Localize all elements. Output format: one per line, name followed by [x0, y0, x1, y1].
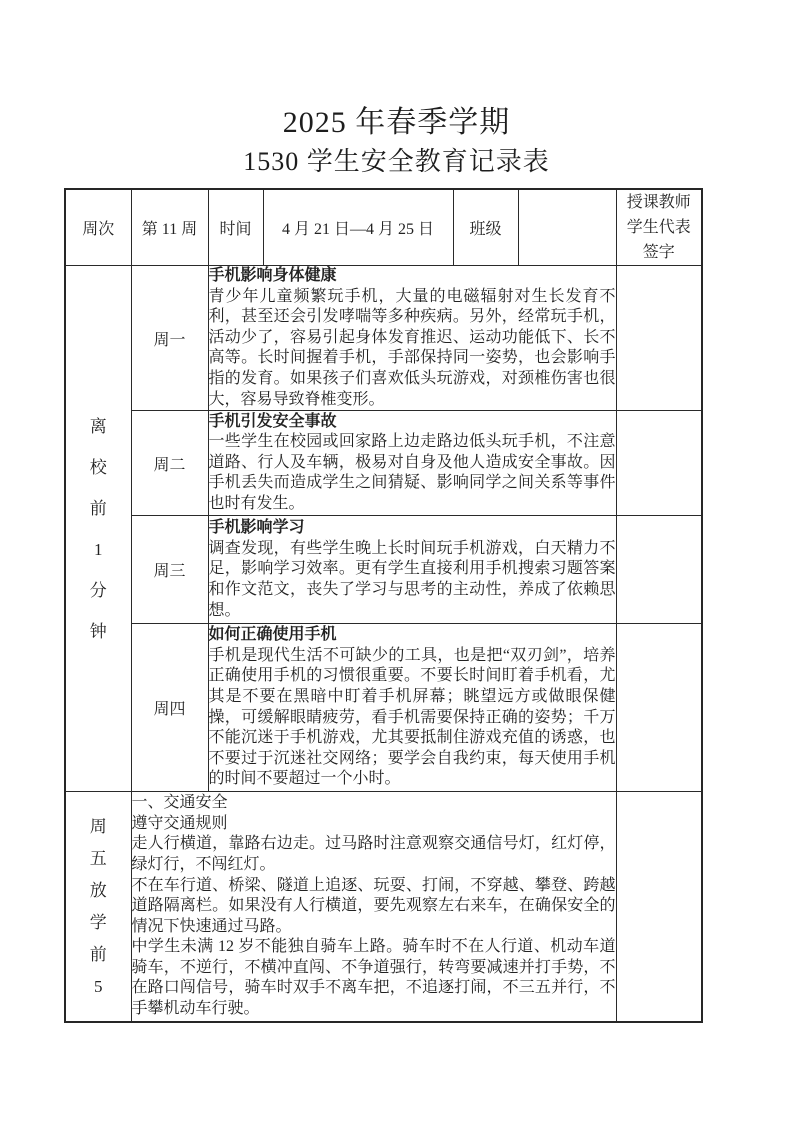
- day-cell-wednesday: 周三: [131, 516, 208, 624]
- vertical-label-char: 校: [89, 457, 107, 477]
- vertical-label-char: 5: [94, 976, 103, 996]
- signature-cell-tuesday: [616, 411, 702, 516]
- safety-record-table: [64, 188, 703, 1023]
- vertical-label-char: 五: [89, 848, 107, 868]
- vertical-label-char: 前: [89, 498, 107, 518]
- friday-paragraph-3: 走人行横道，靠路右边走。过马路时注意观察交通信号灯，红灯停，绿灯行，不闯红灯。: [131, 835, 616, 873]
- signature-cell-monday: [616, 266, 702, 411]
- page-subtitle: 1530 学生安全教育记录表: [243, 147, 550, 176]
- signature-label-line-1: 授课教师: [626, 194, 691, 211]
- section-label-before-leave: [65, 266, 131, 792]
- table-row-tuesday: [65, 411, 702, 516]
- day-cell-monday: 周一: [131, 266, 208, 411]
- vertical-label-friday-dismissal: [66, 818, 131, 995]
- header-signature-label: [616, 189, 702, 266]
- vertical-label-char: 钟: [89, 621, 107, 641]
- table-row-friday: [65, 792, 702, 1022]
- content-cell-monday: [208, 266, 616, 411]
- signature-cell-wednesday: [616, 516, 702, 624]
- content-cell-thursday: [208, 624, 616, 792]
- topic-body-wednesday: 调查发现，有些学生晚上长时间玩手机游戏，白天精力不足，影响学习效率。更有学生直接利用手机搜索习题答案和作文范文，丧失了学习与思考的主动性，养成了依赖思想。: [208, 539, 616, 619]
- vertical-label-char: 周: [89, 816, 107, 836]
- topic-body-tuesday: 一些学生在校园或回家路上边走路边低头玩手机，不注意道路、行人及车辆，极易对自身及他人造成安全事故。因手机丢失而造成学生之间猜疑、影响同学之间关系等事件也时有发生。: [208, 433, 616, 513]
- signature-cell-friday: [616, 792, 702, 1022]
- topic-title-tuesday: 手机引发安全事故: [208, 412, 337, 430]
- section-label-friday-dismissal: [65, 792, 131, 1022]
- header-time-value: 4 月 21 日—4 月 25 日: [263, 189, 453, 266]
- table-row-thursday: [65, 624, 702, 792]
- topic-body-thursday: 手机是现代生活不可缺少的工具，也是把“双刃剑”，培养正确使用手机的习惯很重要。不要长时间盯着手机看，尤其是不要在黑暗中盯着手机屏幕；眺望远方或做眼保健操，可缓解眼睛疲劳，看手机需要保持正确的姿势；千万不能沉迷于手机游戏，尤其要抵制住游戏充值的诱惑，也不要过于沉迷社交网络；要学会自我约束，每天使用手机的时间不要超过一个小时。: [208, 646, 616, 788]
- header-class-label: 班级: [453, 189, 518, 266]
- topic-title-thursday: 如何正确使用手机: [208, 626, 337, 644]
- topic-title-monday: 手机影响身体健康: [208, 267, 337, 284]
- table-row-wednesday: [65, 516, 702, 624]
- vertical-label-char: 离: [89, 416, 107, 436]
- vertical-label-before-leave: [66, 418, 131, 640]
- header-week-label: 周次: [65, 189, 131, 266]
- signature-cell-thursday: [616, 624, 702, 792]
- topic-body-monday: 青少年儿童频繁玩手机，大量的电磁辐射对生长发育不利，甚至还会引发哮喘等多种疾病。另外，经常玩手机，活动少了，容易引起身体发育推迟、运动功能低下、长不高等。长时间握着手机，手部保持同一姿势，也会影响手指的发育。如果孩子们喜欢低头玩游戏，对颈椎伤害也很大，容易导致脊椎变形。: [208, 287, 616, 408]
- friday-paragraph-4: 不在车行道、桥梁、隧道上追逐、玩耍、打闹，不穿越、攀登、跨越道路隔离栏。如果没有人行横道，要先观察左右来车，在确保安全的情况下快速通过马路。: [131, 876, 616, 935]
- vertical-label-char: 分: [89, 580, 107, 600]
- content-cell-wednesday: [208, 516, 616, 624]
- day-cell-thursday: 周四: [131, 624, 208, 792]
- content-cell-friday: [131, 792, 616, 1022]
- table-header-row: [65, 189, 702, 266]
- signature-label-line-3: 签字: [642, 244, 675, 261]
- table-row-monday: [65, 266, 702, 411]
- topic-title-wednesday: 手机影响学习: [208, 519, 305, 537]
- friday-paragraph-1: 一、交通安全: [131, 794, 228, 812]
- vertical-label-char: 1: [94, 539, 103, 559]
- friday-paragraph-2: 遵守交通规则: [131, 814, 228, 832]
- vertical-label-char: 前: [89, 944, 107, 964]
- vertical-label-char: 学: [89, 912, 107, 932]
- content-cell-tuesday: [208, 411, 616, 516]
- header-time-label: 时间: [208, 189, 263, 266]
- signature-label-line-2: 学生代表: [626, 219, 691, 236]
- friday-paragraph-5: 中学生未满 12 岁不能独自骑车上路。骑车时不在人行道、机动车道骑车，不逆行，不横冲直闯、不争道强行，转弯要减速并打手势，不在路口闯信号，骑车时双手不离车把，不追逐打闹，不三五并行，不手攀机动车行驶。: [131, 938, 616, 1018]
- page-title: 2025 年春季学期: [282, 106, 511, 139]
- header-week-value: 第 11 周: [131, 189, 208, 266]
- vertical-label-char: 放: [89, 880, 107, 900]
- header-class-value: [518, 189, 616, 266]
- day-cell-tuesday: 周二: [131, 411, 208, 516]
